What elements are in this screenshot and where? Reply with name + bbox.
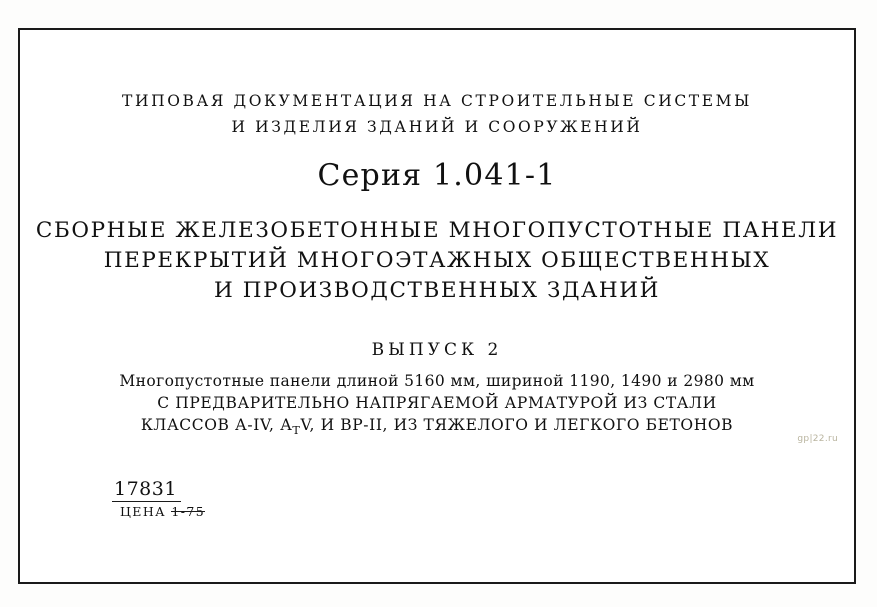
header-line-1: ТИПОВАЯ ДОКУМЕНТАЦИЯ НА СТРОИТЕЛЬНЫЕ СИСТЕМЫ xyxy=(122,92,752,110)
description-line-3-part-a: КЛАССОВ А-IV, А xyxy=(140,416,293,434)
description-line-2: С ПРЕДВАРИТЕЛЬНО НАПРЯГАЕМОЙ АРМАТУРОЙ ИЗ СТАЛИ xyxy=(157,394,717,412)
document-frame xyxy=(18,28,856,584)
price-label: ЦЕНА xyxy=(120,503,166,519)
description-line-3 xyxy=(20,416,854,437)
description-line-1: Многопустотные панели длиной 5160 мм, шириной 1190, 1490 и 2980 мм xyxy=(119,372,755,390)
description-line-3-part-b: V, И ВР-II, ИЗ ТЯЖЕЛОГО И ЛЕГКОГО БЕТОНОВ xyxy=(300,416,734,434)
price-line xyxy=(112,505,205,518)
header-line-2: И ИЗДЕЛИЯ ЗДАНИЙ И СООРУЖЕНИЙ xyxy=(231,118,643,136)
issue-number: ВЫПУСК 2 xyxy=(371,340,503,360)
title-line-2: ПЕРЕКРЫТИЙ МНОГОЭТАЖНЫХ ОБЩЕСТВЕННЫХ xyxy=(103,248,771,273)
title-line-3: И ПРОИЗВОДСТВЕННЫХ ЗДАНИЙ xyxy=(214,278,660,303)
document-content xyxy=(20,30,854,582)
price-value: 1-75 xyxy=(171,503,206,519)
series-designation: Серия 1.041-1 xyxy=(317,158,557,193)
watermark-text: gp|22.ru xyxy=(797,434,838,444)
title-line-1: СБОРНЫЕ ЖЕЛЕЗОБЕТОННЫЕ МНОГОПУСТОТНЫЕ ПАНЕЛИ xyxy=(35,218,839,243)
description-line-3-subscript: Т xyxy=(292,424,301,438)
catalog-number: 17831 xyxy=(112,480,181,502)
code-price-block xyxy=(112,480,205,518)
